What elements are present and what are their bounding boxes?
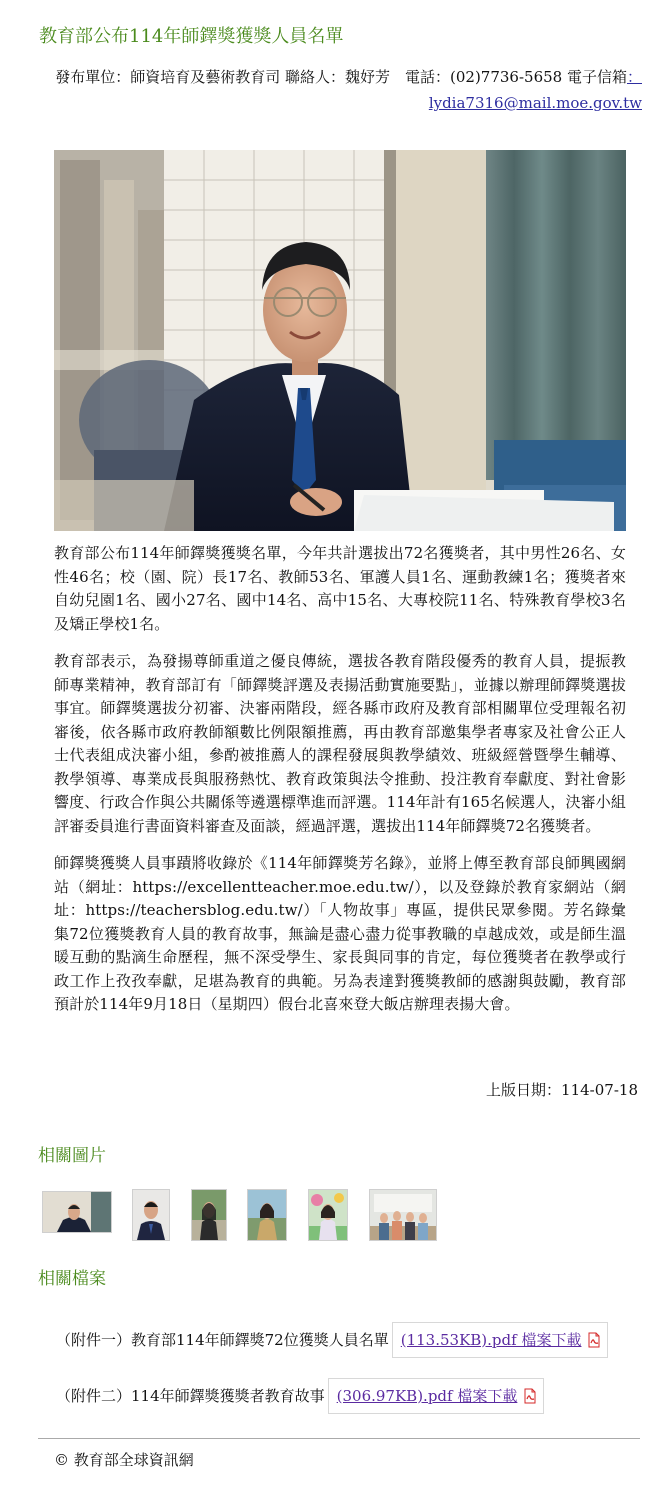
- footer-divider: [38, 1438, 640, 1439]
- thumbnail-2[interactable]: [132, 1189, 170, 1241]
- thumbnail-4[interactable]: [247, 1189, 287, 1241]
- email-link-colon[interactable]: ：: [626, 68, 642, 86]
- file-download-text[interactable]: (306.97KB).pdf 檔案下載: [336, 1387, 518, 1405]
- file-download-link[interactable]: [392, 1322, 609, 1358]
- pdf-file-icon: [587, 1332, 601, 1348]
- article-paragraph: 師鐸獎獲獎人員事蹟將收錄於《114年師鐸獎芳名錄》，並將上傳至教育部良師興國網站（網址：https://excellentteacher.moe.edu.tw/），以及登錄於教育家網站（網址：https://teachersblog.edu.tw/）「人物故事」專區，提供民眾參閱。芳名錄彙集72位獲獎教育人員的教育故事，無論是盡心盡力從事教職的卓越成效，或是師生溫暖互動的點滴生命歷程，無不深受學生、家長與同事的肯定，每位獲獎者在教學或行政工作上孜孜奉獻，足堪為教育的典範。另為表達對獲獎教師的感謝與鼓勵，教育部預計於114年9月18日（星期四）假台北喜來登大飯店辦理表揚大會。: [54, 854, 626, 1013]
- file-label: （附件二）114年師鐸獎獲獎者教育故事: [56, 1387, 325, 1405]
- related-images-heading: 相關圖片: [38, 1146, 106, 1166]
- file-download-text[interactable]: (113.53KB).pdf 檔案下載: [400, 1331, 582, 1349]
- thumbnail-3[interactable]: [191, 1189, 227, 1241]
- publish-info: [38, 64, 642, 116]
- article-paragraph: 教育部公布114年師鐸獎獲獎名單，今年共計選拔出72名獲獎者，其中男性26名、女性46名；校（園、院）長17名、教師53名、軍護人員1名、運動教練1名；獲獎者來自幼兒園1名、國小27名、國中14名、高中15名、大專校院11名、特殊教育學校3名及矯正學校1名。: [54, 544, 626, 633]
- article-paragraph: 教育部表示，為發揚尊師重道之優良傳統，選拔各教育階段優秀的教育人員，提振教師專業精神，教育部訂有「師鐸獎評選及表揚活動實施要點」，並據以辦理師鐸獎選拔事宜。師鐸獎選拔分初審、決審兩階段，經各縣市政府及教育部相關單位受理報名初審後，依各縣市政府教師額數比例限額推薦，再由教育部邀集學者專家及社會公正人士代表組成決審小組，參酌被推薦人的課程發展與教學績效、班級經營暨學生輔導、教學領導、專業成長與服務熱忱、教育政策與法令推動、投注教育奉獻度、對社會影響度、行政合作與公共關係等遴選標準進而評選。114年計有165名候選人，決審小組評審委員進行書面資料審查及面談，經過評選，選拔出114年師鐸獎72名獲獎者。: [54, 652, 626, 835]
- file-item: [56, 1322, 608, 1358]
- file-label: （附件一）教育部114年師鐸獎72位獲獎人員名單: [56, 1331, 389, 1349]
- page-title: 教育部公布114年師鐸獎獲獎人員名單: [39, 26, 344, 47]
- hero-photo: [54, 150, 626, 531]
- publish-date: 上版日期：114-07-18: [486, 1081, 638, 1099]
- footer-copyright: © 教育部全球資訊網: [54, 1451, 194, 1469]
- publish-info-text: 發布單位：師資培育及藝術教育司 聯絡人：魏妤芳 電話：(02)7736-5658 電子信箱: [55, 68, 627, 86]
- pdf-file-icon: [523, 1388, 537, 1404]
- email-link[interactable]: lydia7316@mail.moe.gov.tw: [428, 94, 642, 112]
- thumbnail-1[interactable]: [42, 1191, 112, 1233]
- file-item: [56, 1378, 544, 1414]
- article-body: [54, 542, 626, 1031]
- thumbnail-5[interactable]: [308, 1189, 348, 1241]
- thumbnail-6[interactable]: [369, 1189, 437, 1241]
- related-files-heading: 相關檔案: [38, 1269, 106, 1289]
- file-download-link[interactable]: [328, 1378, 545, 1414]
